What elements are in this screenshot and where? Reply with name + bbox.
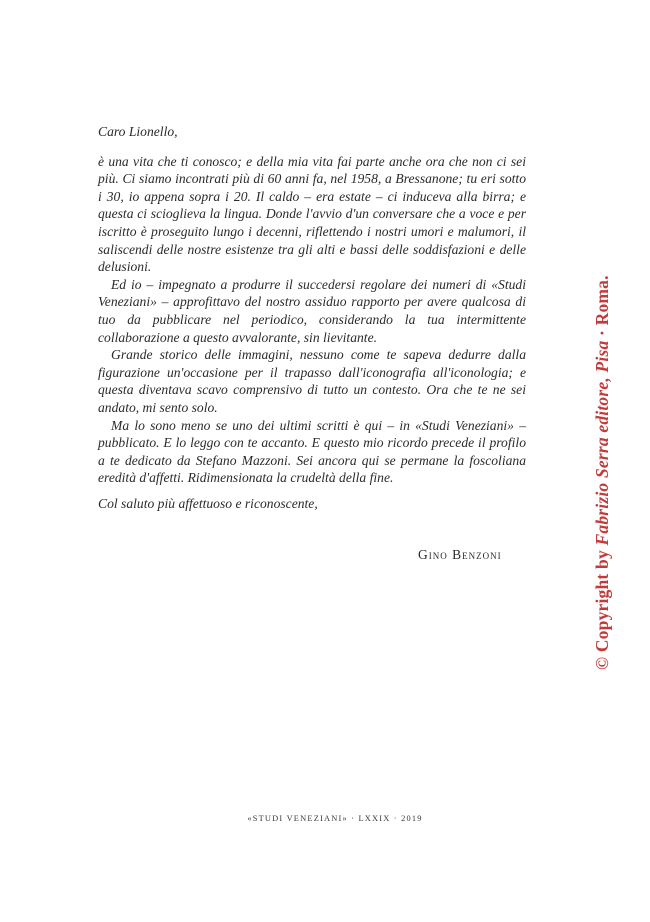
letter-closing: Col saluto più affettuoso e riconoscente, <box>98 495 318 511</box>
letter-paragraph-2: Ed io – impegnato a produrre il succedersi regolare dei numeri di «Studi Veneziani» – approfittavo del nostro assiduo rapporto per avere qualcosa di tuo da pubblicare nel periodico, considerando la tua intermittente collaborazione a questo avvalorante, sin lievitante. <box>98 276 526 345</box>
letter-signature: Gino Benzoni <box>418 547 502 562</box>
letter-paragraph-4: Ma lo sono meno se uno dei ultimi scritti è qui – in «Studi Veneziani» – pubblicato. E lo leggo con te accanto. E questo mio ricordo precede il profilo a te dedicato da Stefano Mazzoni. Sei ancora qui se permane la foscoliana eredità d'affetti. Ridimensionata la crudeltà della fine. <box>98 417 526 486</box>
copyright-publisher: Fabrizio Serra editore, Pisa <box>592 340 612 546</box>
running-footer: «STUDI VENEZIANI» · LXXIX · 2019 <box>247 814 423 823</box>
letter-salutation: Caro Lionello, <box>98 124 178 139</box>
copyright-prefix: © Copyright by <box>592 545 612 670</box>
copyright-watermark <box>592 275 613 670</box>
copyright-suffix: · Roma. <box>592 275 612 341</box>
letter-paragraph-3: Grande storico delle immagini, nessuno come te sapeva dedurre dalla figurazione un'occasione per il trapasso dall'iconografia all'iconologia; e questa diventava scavo comprensivo di tutto un contesto. Ora che te ne sei andato, mi sento solo. <box>98 347 526 415</box>
letter-body <box>98 123 526 512</box>
letter-paragraph-1: è una vita che ti conosco; e della mia vita fai parte anche ora che non ci sei più. Ci siamo incontrati più di 60 anni fa, nel 1958, a Bressanone; tu eri sotto i 30, io appena sopra i 20. Il caldo – era estate – ci induceva alla birra; e questa ci scioglieva la lingua. Donde l'avvio d'un conversare che a voce e per iscritto è proseguito lungo i decenni, riflettendo i nostri umori e malumori, il saliscendi delle nostre esistenze tra gli alti e bassi delle soddisfazioni e delle delusioni. <box>98 153 526 275</box>
